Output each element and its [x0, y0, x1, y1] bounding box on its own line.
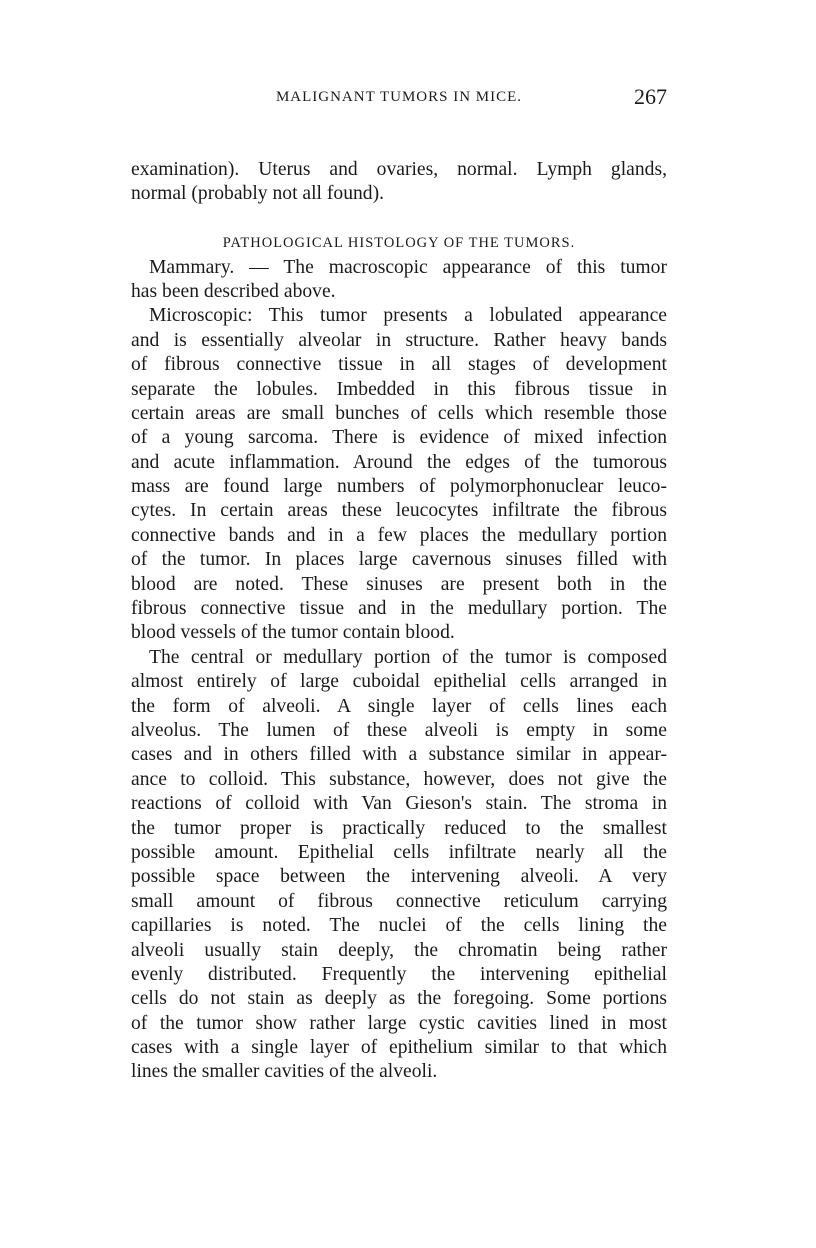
text-line: Mammary. — The macroscopic appearance of this tumor — [149, 256, 667, 278]
text-line: the form of alveoli. A single layer of cells lines each — [131, 695, 667, 717]
section-heading: PATHOLOGICAL HISTOLOGY OF THE TUMORS. — [222, 235, 576, 252]
text-line: and acute inflammation. Around the edges of the tumorous — [131, 451, 667, 473]
text-line: cytes. In certain areas these leucocytes infiltrate the fibrous — [131, 500, 667, 522]
text-line: capillaries is noted. The nuclei of the cells lining the — [131, 915, 667, 937]
text-line: possible space between the intervening alveoli. A very — [131, 866, 667, 888]
text-line: ance to colloid. This substance, however, does not give the — [131, 768, 667, 790]
text-line: small amount of fibrous connective reticulum carrying — [131, 890, 667, 912]
text-line: normal (probably not all found). — [131, 183, 385, 205]
paragraph — [131, 304, 667, 645]
paragraph — [131, 158, 667, 207]
text-line: evenly distributed. Frequently the intervening epithelial — [131, 963, 667, 985]
text-line: almost entirely of large cuboidal epithelial cells arranged in — [131, 671, 667, 693]
text-line: the tumor proper is practically reduced to the smallest — [131, 817, 667, 839]
paragraph — [131, 256, 667, 305]
text-line: alveolus. The lumen of these alveoli is empty in some — [131, 719, 667, 741]
text-line: cells do not stain as deeply as the foregoing. Some portions — [131, 988, 667, 1010]
text-line: cases and in others filled with a substance similar in appear- — [131, 744, 667, 766]
text-line: Microscopic: This tumor presents a lobulated appearance — [149, 305, 667, 327]
page-body — [131, 158, 667, 1085]
page-number: 267 — [634, 84, 667, 109]
text-line: possible amount. Epithelial cells infiltrate nearly all the — [131, 841, 667, 863]
text-line: alveoli usually stain deeply, the chromatin being rather — [131, 939, 667, 961]
text-line: examination). Uterus and ovaries, normal. Lymph glands, — [131, 159, 667, 180]
text-line: has been described above. — [131, 280, 336, 302]
text-line: lines the smaller cavities of the alveoli. — [131, 1061, 438, 1083]
text-line: blood are noted. These sinuses are present both in the — [131, 573, 667, 595]
text-line: separate the lobules. Imbedded in this fibrous tissue in — [131, 378, 667, 400]
text-line: of fibrous connective tissue in all stages of development — [131, 354, 667, 376]
running-header — [131, 84, 667, 112]
paragraph — [131, 646, 667, 1085]
text-line: of the tumor show rather large cystic cavities lined in most — [131, 1012, 667, 1034]
text-line: certain areas are small bunches of cells which resemble those — [131, 402, 667, 424]
text-line: of a young sarcoma. There is evidence of mixed infection — [131, 427, 667, 449]
text-line: fibrous connective tissue and in the medullary portion. The — [131, 598, 667, 620]
text-line: mass are found large numbers of polymorphonuclear leuco- — [131, 476, 667, 498]
text-line: and is essentially alveolar in structure. Rather heavy bands — [131, 329, 667, 351]
text-line: The central or medullary portion of the tumor is composed — [149, 646, 667, 668]
text-line: cases with a single layer of epithelium similar to that which — [131, 1037, 667, 1059]
text-line: blood vessels of the tumor contain blood. — [131, 622, 455, 644]
running-title: MALIGNANT TUMORS IN MICE. — [275, 89, 523, 105]
text-line: of the tumor. In places large cavernous sinuses filled with — [131, 549, 667, 571]
text-line: connective bands and in a few places the medullary portion — [131, 524, 667, 546]
text-line: reactions of colloid with Van Gieson's stain. The stroma in — [131, 793, 667, 815]
